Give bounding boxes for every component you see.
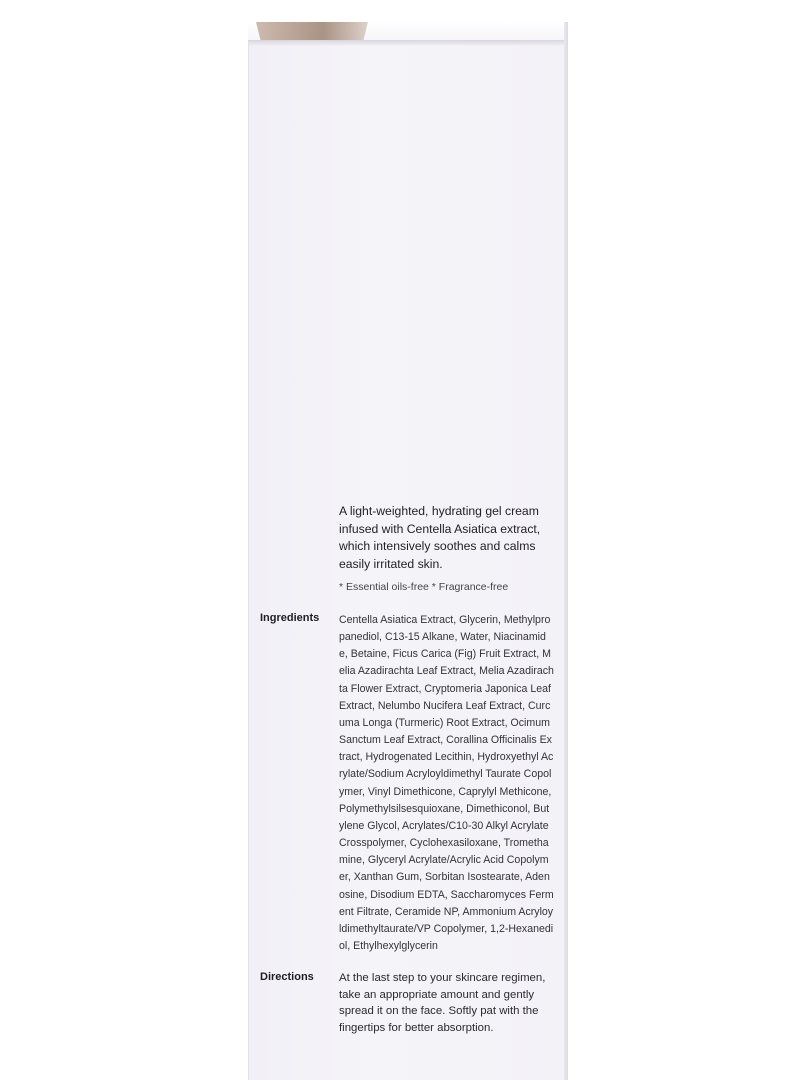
directions-label: Directions [260,971,314,983]
box-side-edge [564,22,568,1080]
ingredients-label: Ingredients [260,612,320,624]
box-flap-inner [256,22,368,40]
directions-text: At the last step to your skincare regimen, take an appropriate amount and gently spread it on the face. Softly pat with the fingertips for better absorption. [339,972,546,1034]
ingredients-list: Centella Asiatica Extract, Glycerin, Methylpropanediol, C13-15 Alkane, Water, Niacinamide, Betaine, Ficus Carica (Fig) Fruit Extract, Melia Azadirachta Leaf Extract, Melia Azadirachta Flower Extract, Cryptomeria Japonica Leaf Extract, Nelumbo Nucifera Leaf Extract, Curcuma Longa (Turmeric) Root Extract, Ocimum Sanctum Leaf Extract, Corallina Officinalis Extract, Hydrogenated Lecithin, Hydroxyethyl Acrylate/Sodium Acryloyldimethyl Taurate Copolymer, Vinyl Dimethicone, Caprylyl Methicone, Polymethylsilsesquioxane, Dimethiconol, Butylene Glycol, Acrylates/C10-30 Alkyl Acrylate Crosspolymer, Cyclohexasiloxane, Tromethamine, Glyceryl Acrylate/Acrylic Acid Copolymer, Xanthan Gum, Sorbitan Isostearate, Adenosine, Disodium EDTA, Saccharomyces Ferment Filtrate, Ceramide NP, Ammonium Acryloyldimethyltaurate/VP Copolymer, 1,2-Hexanediol, Ethylhexylglycerin [339,614,554,952]
product-note: * Essential oils-free * Fragrance-free [339,581,509,593]
box-flap-shadow [248,40,568,46]
product-description: A light-weighted, hydrating gel cream infused with Centella Asiatica extract, which intensively soothes and calms easily irritated skin. [339,504,541,571]
